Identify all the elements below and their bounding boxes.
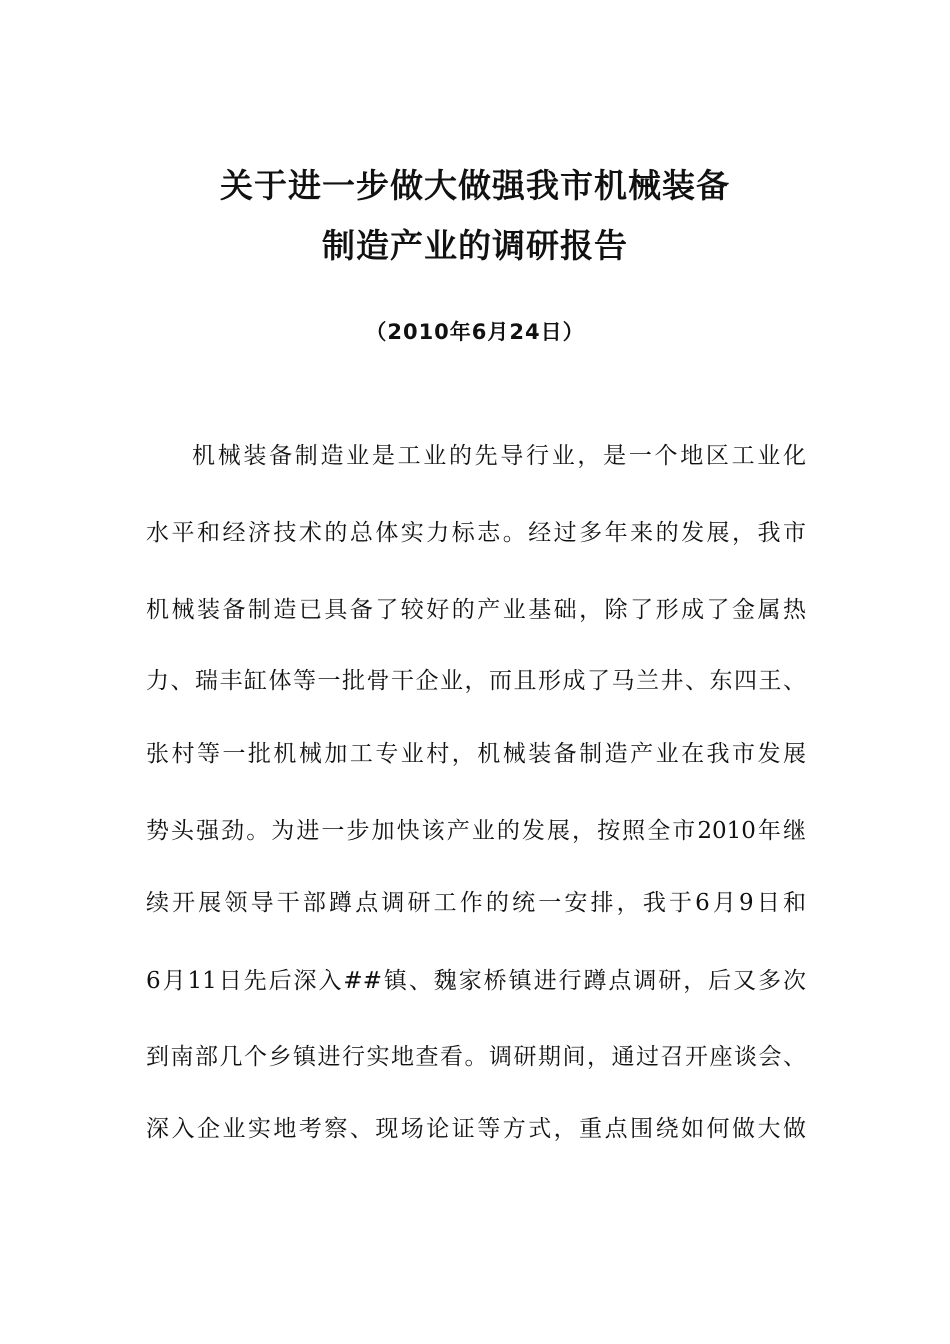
paragraph-line: 深入企业实地考察、现场论证等方式，重点围绕如何做大做 xyxy=(146,1116,806,1142)
paragraph-line: 张村等一批机械加工专业村，机械装备制造产业在我市发展 xyxy=(146,741,806,767)
document-title-line-1: 关于进一步做大做强我市机械装备 xyxy=(220,166,730,205)
paragraph-line: 6月11日先后深入##镇、魏家桥镇进行蹲点调研，后又多次 xyxy=(146,968,806,994)
paragraph-line: 机械装备制造业是工业的先导行业，是一个地区工业化 xyxy=(192,443,806,469)
paragraph-line: 到南部几个乡镇进行实地查看。调研期间，通过召开座谈会、 xyxy=(146,1044,806,1070)
paragraph-line: 力、瑞丰缸体等一批骨干企业，而且形成了马兰井、东四王、 xyxy=(146,668,806,694)
paragraph-line: 势头强劲。为进一步加快该产业的发展，按照全市2010年继 xyxy=(146,818,806,844)
paragraph-line: 水平和经济技术的总体实力标志。经过多年来的发展，我市 xyxy=(146,520,806,546)
paragraph-line: 续开展领导干部蹲点调研工作的统一安排，我于6月9日和 xyxy=(146,890,806,916)
paragraph-line: 机械装备制造已具备了较好的产业基础，除了形成了金属热 xyxy=(146,597,806,623)
document-title-line-2: 制造产业的调研报告 xyxy=(322,226,628,265)
document-date: （2010年6月24日） xyxy=(365,320,585,344)
